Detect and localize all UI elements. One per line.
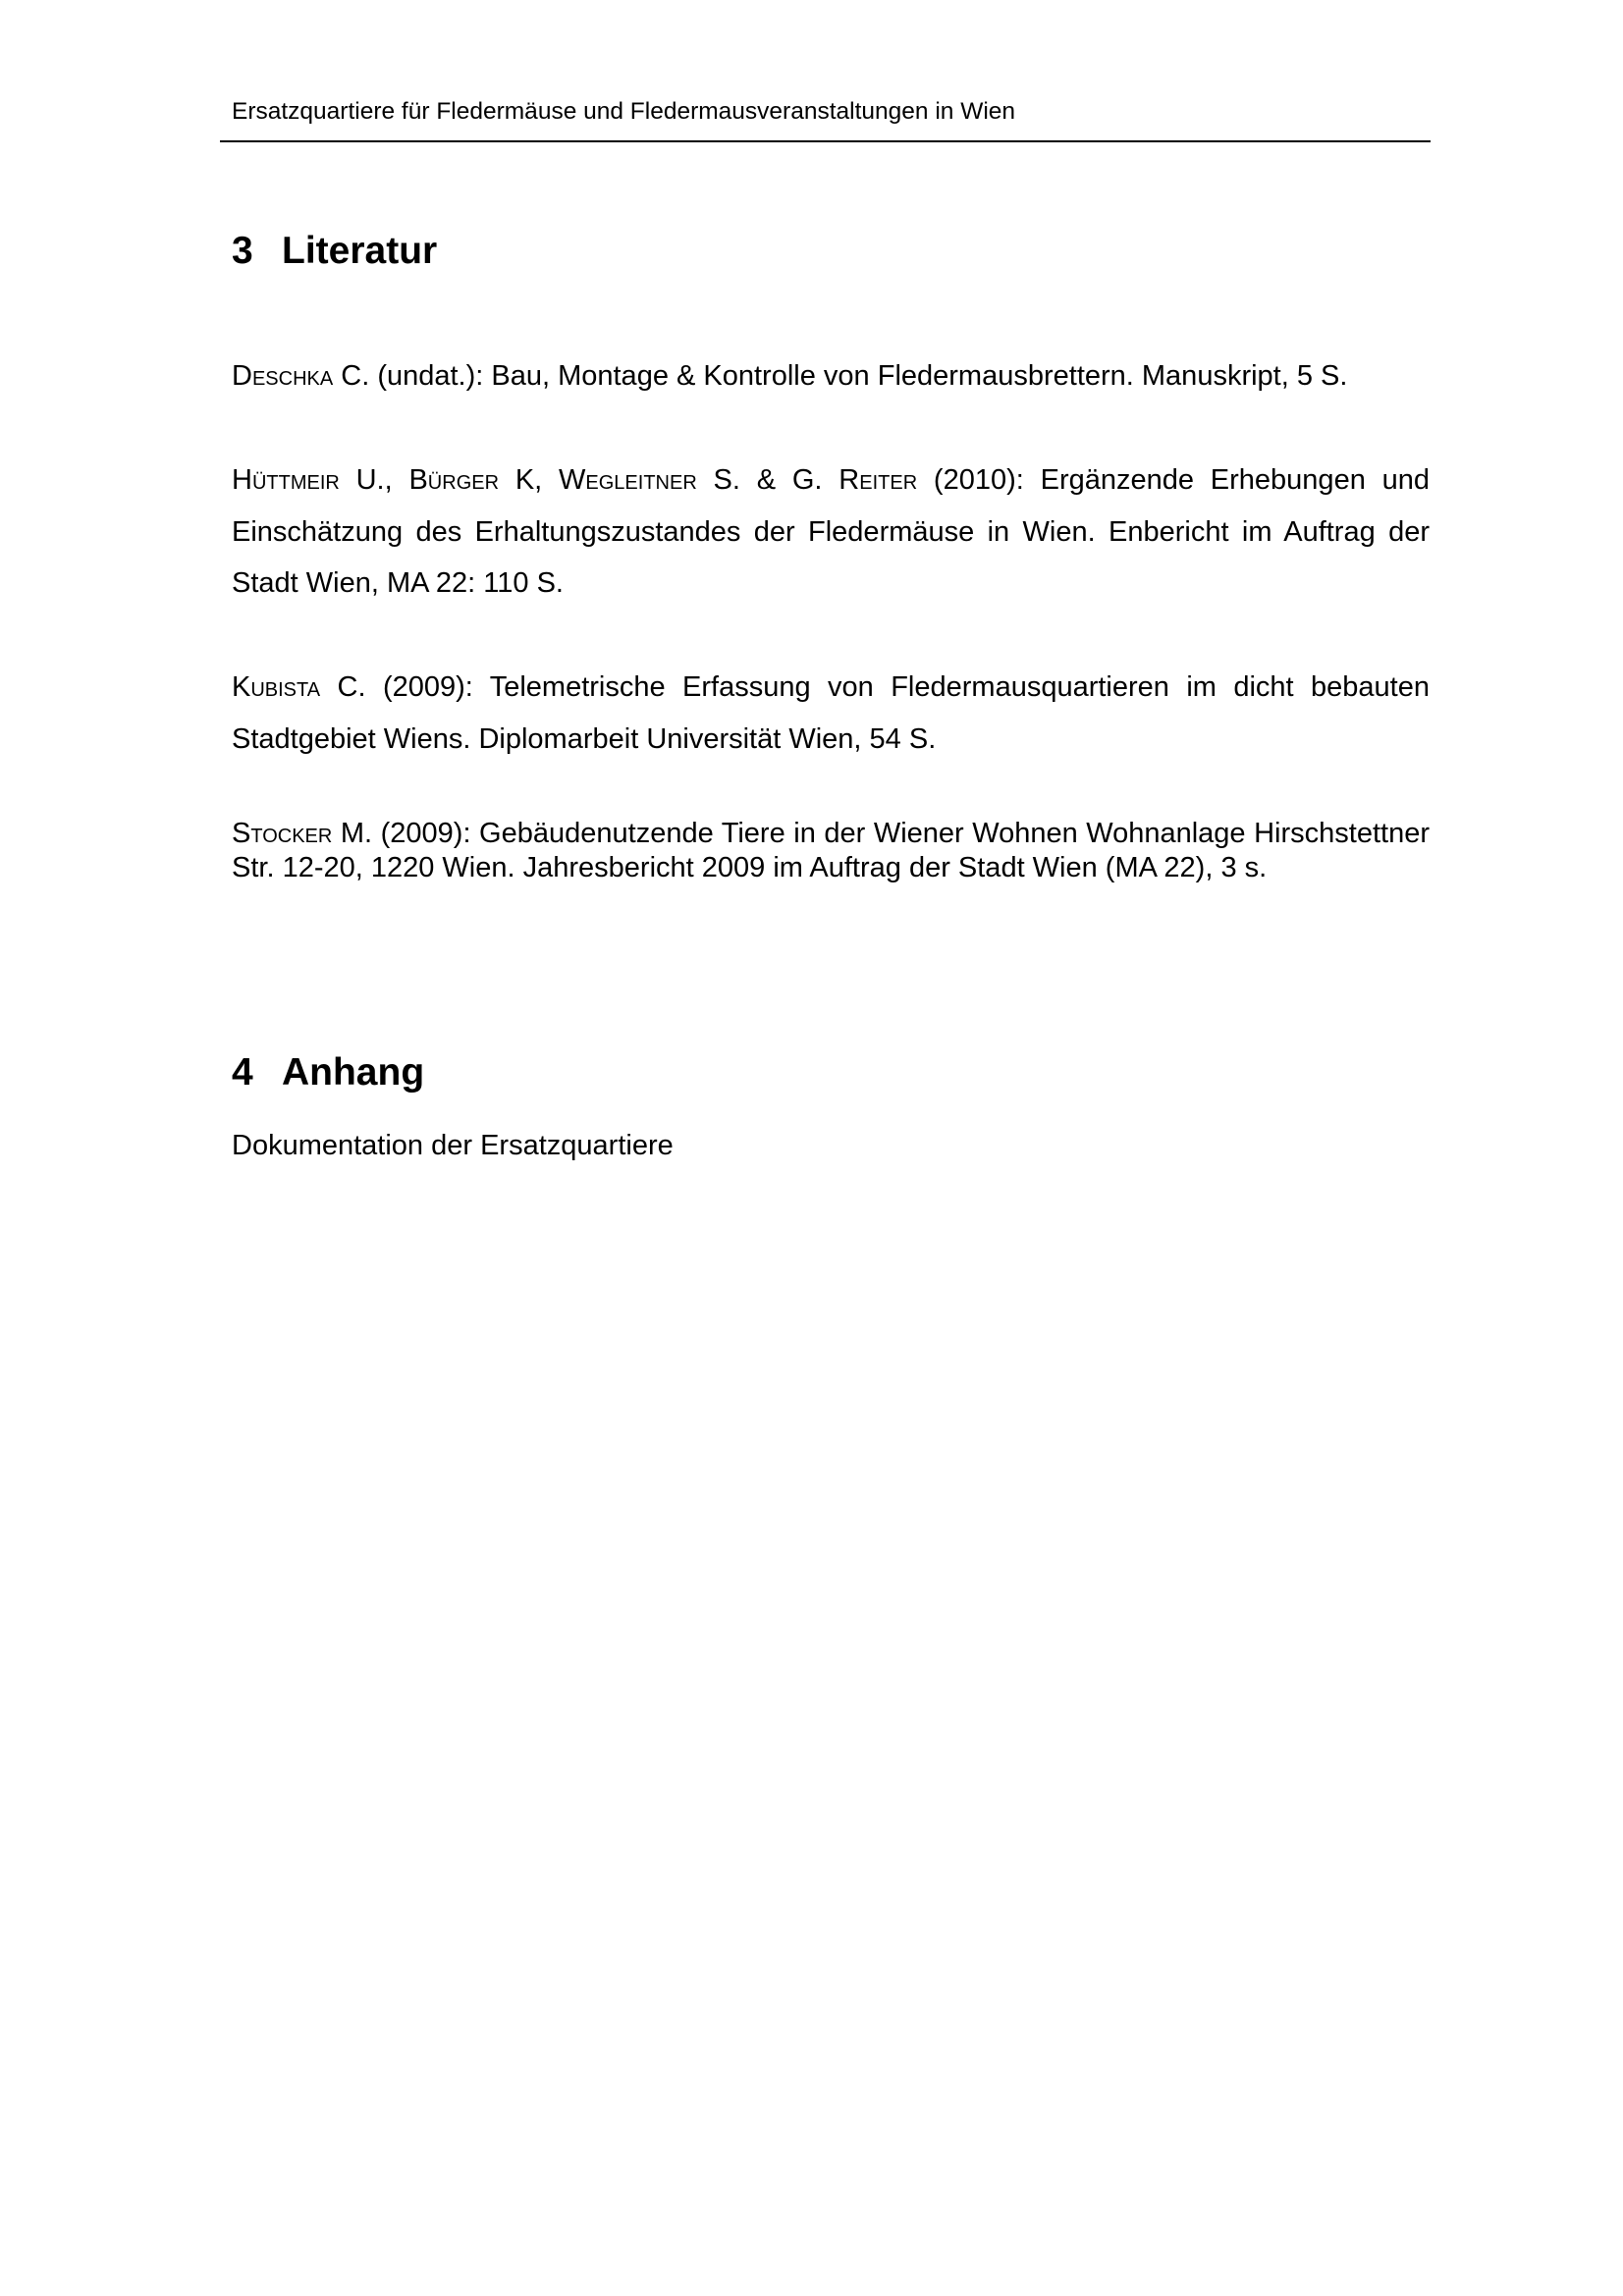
reference-separator: S. & G.: [696, 464, 839, 496]
reference-author: Kubista: [232, 671, 321, 703]
header-rule: [220, 140, 1431, 142]
reference-text: M. (2009): Gebäudenutzende Tiere in der Wiener Wohnen Wohnanlage Hirschstettner Str. 12-20, 1220 Wien. Jahresbericht 2009 im Auftrag der Stadt Wien (MA 22), 3 s.: [232, 818, 1430, 883]
reference-deschka: [232, 350, 1430, 402]
section-title: Literatur: [282, 230, 438, 272]
reference-author: Bürger: [408, 464, 500, 496]
reference-stocker: [232, 817, 1430, 884]
reference-author: Stocker: [232, 818, 333, 849]
reference-author: Reiter: [839, 464, 918, 496]
reference-author: Hüttmeir: [232, 464, 340, 496]
reference-text: C. (undat.): Bau, Montage & Kontrolle von Fledermausbrettern. Manuskript, 5 S.: [333, 360, 1348, 392]
section-heading-anhang: [232, 1049, 424, 1096]
section-number: 4: [232, 1051, 253, 1094]
reference-separator: U.,: [339, 464, 409, 496]
reference-separator: K,: [499, 464, 560, 496]
reference-author: Wegleitner: [559, 464, 697, 496]
section-number: 3: [232, 230, 253, 272]
reference-huettmeir: [232, 454, 1430, 610]
reference-text: (2010): Ergänzende Erhebungen und Einschätzung des Erhaltungszustandes der Fledermäuse in Wien. Enbericht im Auftrag der Stadt Wien, MA 22: 110 S.: [232, 464, 1430, 599]
section-heading-literatur: [232, 228, 437, 275]
reference-text: C. (2009): Telemetrische Erfassung von Fledermausquartieren im dicht bebauten Stadtgebiet Wiens. Diplomarbeit Universität Wien, 54 S.: [232, 671, 1430, 755]
section-title: Anhang: [282, 1051, 425, 1094]
running-header: Ersatzquartiere für Fledermäuse und Fledermausveranstaltungen in Wien: [232, 98, 1016, 125]
reference-kubista: [232, 662, 1430, 765]
appendix-text: Dokumentation der Ersatzquartiere: [232, 1130, 674, 1161]
reference-author: Deschka: [232, 360, 334, 392]
